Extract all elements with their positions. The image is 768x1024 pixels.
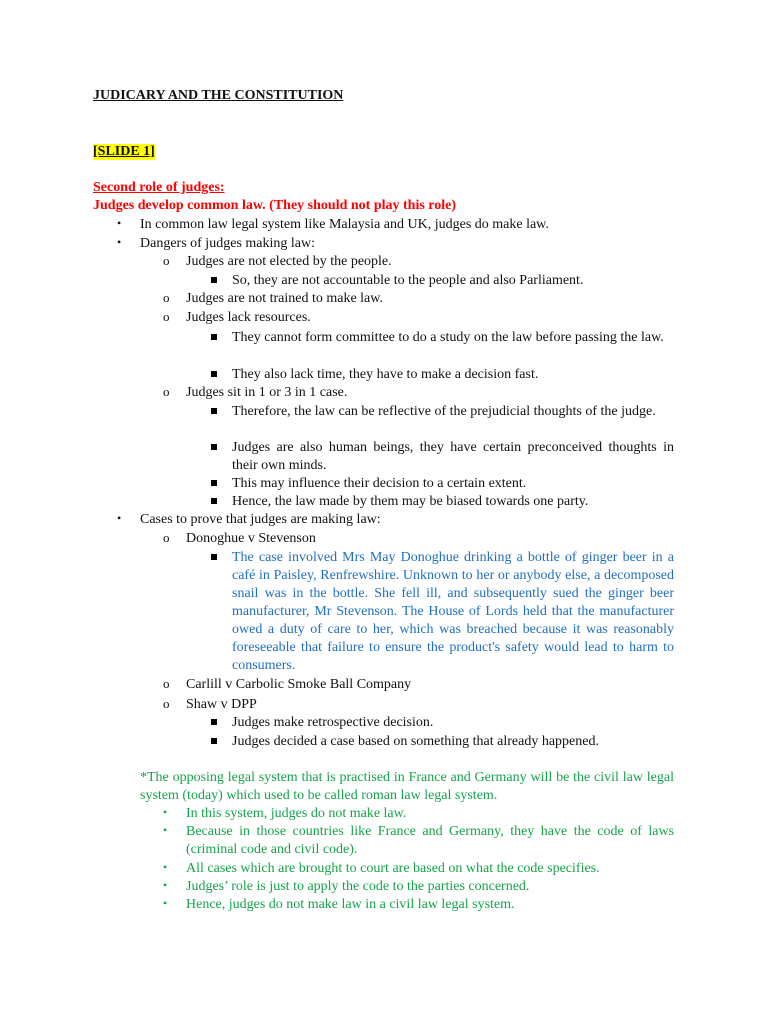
list-item: Hence, the law made by them may be biased towards one party. — [232, 494, 589, 509]
bullet-circle: o — [163, 530, 170, 545]
list-item: Judges make retrospective decision. — [232, 715, 434, 730]
list-item: Shaw v DPP — [186, 697, 257, 712]
bullet-circle: o — [163, 676, 170, 691]
list-item: In common law legal system like Malaysia and UK, judges do make law. — [140, 217, 549, 232]
bullet-square — [211, 371, 217, 377]
list-item: They also lack time, they have to make a decision fast. — [232, 367, 539, 382]
bullet-square — [211, 480, 217, 486]
bullet-circle: o — [163, 696, 170, 711]
bullet-dot: • — [163, 896, 168, 910]
list-item: Judges lack resources. — [186, 310, 311, 325]
list-item: They cannot form committee to do a study on the law before passing the law. — [232, 330, 664, 345]
list-item: Judges are also human beings, they have certain preconceived thoughts in their own minds. — [232, 440, 674, 473]
list-item: Judges are not trained to make law. — [186, 291, 383, 306]
bullet-dot: • — [163, 823, 168, 837]
list-item: Carlill v Carbolic Smoke Ball Company — [186, 677, 412, 692]
bullet-circle: o — [163, 253, 170, 268]
document-title: JUDICARY AND THE CONSTITUTION — [93, 88, 344, 103]
list-item: This may influence their decision to a certain extent. — [232, 476, 527, 491]
bullet-dot: • — [163, 860, 168, 874]
list-item: Because in those countries like France and Germany, they have the code of laws (criminal code and civil code). — [186, 824, 674, 857]
role-subheading: Judges develop common law. (They should not play this role) — [93, 198, 457, 213]
bullet-circle: o — [163, 384, 170, 399]
slide-label: [SLIDE 1] — [93, 144, 155, 159]
bullet-circle: o — [163, 290, 170, 305]
bullet-square — [211, 554, 217, 560]
list-item: Cases to prove that judges are making law: — [140, 512, 381, 527]
bullet-dot: • — [163, 805, 168, 819]
bullet-dot: • — [117, 511, 122, 525]
list-item: In this system, judges do not make law. — [186, 806, 407, 821]
bullet-square — [211, 498, 217, 504]
list-item: Dangers of judges making law: — [140, 236, 315, 251]
case-summary: The case involved Mrs May Donoghue drinking a bottle of ginger beer in a café in Paisley, Renfrewshire. Unknown to her or anybody else, a decomposed snail was in the bottle. She fell ill, and subsequently sued the ginger beer manufacturer, Mr Stevenson. The House of Lords held that the manufacturer owed a duty of care to her, which was breached because it was reasonably foreseeable that failure to ensure the product's safety would lead to harm to consumers. — [232, 550, 674, 673]
list-item: Judges’ role is just to apply the code to the parties concerned. — [186, 879, 530, 894]
list-item: Judges sit in 1 or 3 in 1 case. — [186, 385, 348, 400]
bullet-circle: o — [163, 309, 170, 324]
list-item: Judges are not elected by the people. — [186, 254, 392, 269]
civil-law-intro: *The opposing legal system that is practised in France and Germany will be the civil law legal system (today) which used to be called roman law legal system. — [140, 770, 674, 803]
bullet-square — [211, 277, 217, 283]
bullet-square — [211, 738, 217, 744]
list-item: All cases which are brought to court are based on what the code specifies. — [186, 861, 600, 876]
bullet-dot: • — [163, 878, 168, 892]
bullet-dot: • — [117, 216, 122, 230]
bullet-dot: • — [117, 235, 122, 249]
bullet-square — [211, 444, 217, 450]
list-item: Judges decided a case based on something that already happened. — [232, 734, 599, 749]
list-item: Donoghue v Stevenson — [186, 531, 316, 546]
list-item: So, they are not accountable to the people and also Parliament. — [232, 273, 584, 288]
list-item: Therefore, the law can be reflective of the prejudicial thoughts of the judge. — [232, 404, 656, 419]
role-heading: Second role of judges: — [93, 180, 225, 195]
bullet-square — [211, 719, 217, 725]
bullet-square — [211, 334, 217, 340]
list-item: Hence, judges do not make law in a civil law legal system. — [186, 897, 515, 912]
bullet-square — [211, 408, 217, 414]
